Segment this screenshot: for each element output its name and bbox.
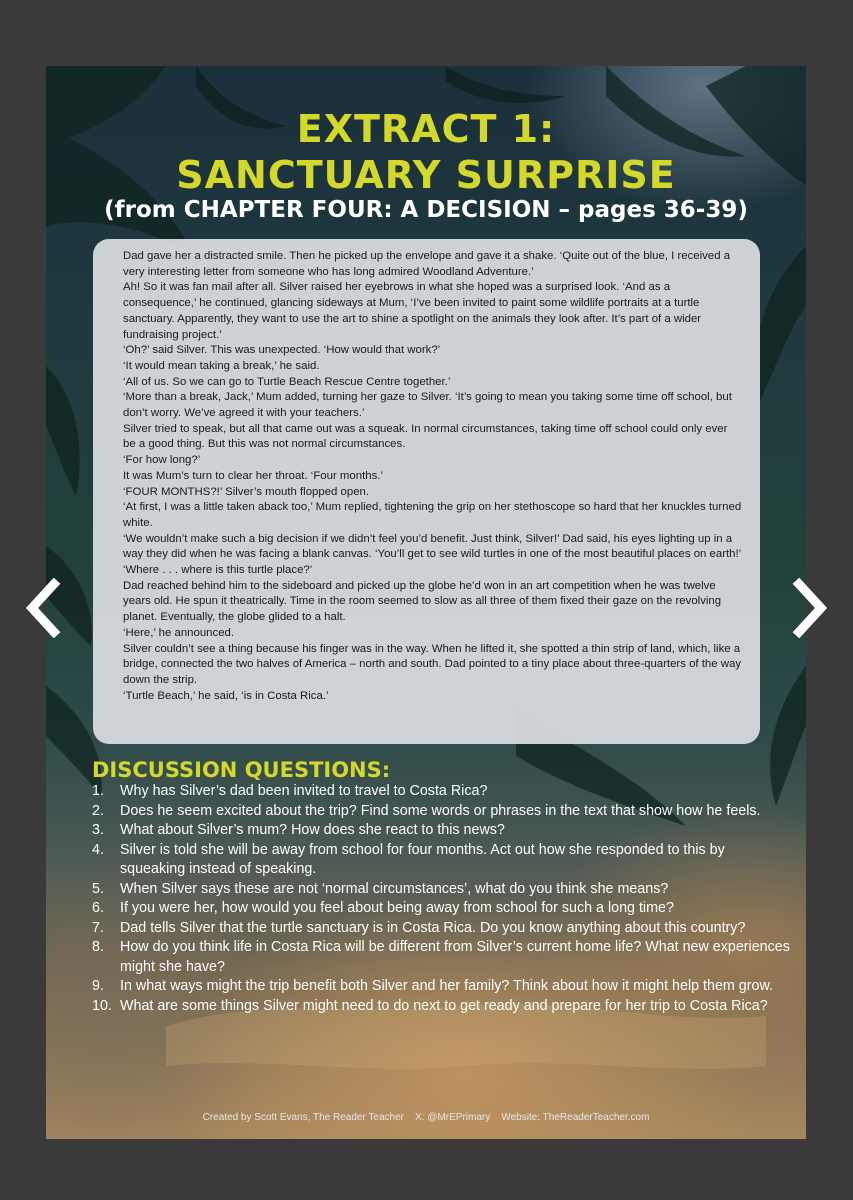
question-text: Silver is told she will be away from school for four months. Act out how she responded to this by squeaking instead of speaking. — [120, 841, 725, 877]
extract-text-box — [93, 239, 760, 744]
question-text: How do you think life in Costa Rica will be different from Silver’s current home life? What new experiences might she have? — [120, 939, 790, 975]
chevron-right-icon[interactable] — [791, 578, 831, 638]
question-number: 4. — [92, 841, 104, 858]
extract-paragraph: Dad gave her a distracted smile. Then he picked up the envelope and gave it a shake. ‘Quite out of the blue, I received a very interesting letter from someone who has long admired Woodland Adventure.’ — [123, 250, 731, 278]
extract-paragraph: ‘Here,’ he announced. — [123, 626, 235, 639]
extract-paragraph: ‘FOUR MONTHS?!’ Silver’s mouth flopped open. — [123, 485, 370, 498]
chevron-left-icon[interactable] — [22, 578, 62, 638]
question-text: Dad tells Silver that the turtle sanctuary is in Costa Rica. Do you know anything about this country? — [120, 919, 746, 936]
question-text: Why has Silver’s dad been invited to travel to Costa Rica? — [120, 783, 488, 799]
question-item — [92, 977, 792, 997]
question-item — [92, 841, 792, 880]
question-number: 8. — [92, 939, 104, 955]
extract-paragraph: ‘It would mean taking a break,’ he said. — [123, 359, 320, 372]
discussion-questions-heading: DISCUSSION QUESTIONS: — [92, 758, 391, 782]
question-item — [92, 919, 792, 939]
extract-paragraph: Silver couldn’t see a thing because his finger was in the way. When he lifted it, she spotted a thin strip of land, which, like a bridge, connected the two halves of America – north and south. Dad pointed to a tiny place about three-quarters of the way down the strip. — [123, 642, 742, 686]
extract-paragraph: Silver tried to speak, but all that came out was a squeak. In normal circumstances, taking time off school could only ever be a good thing. But this was not normal circumstances. — [123, 422, 728, 451]
question-number: 6. — [92, 900, 104, 916]
extract-paragraph: ‘We wouldn’t make such a big decision if we didn’t feel you’d benefit. Just think, Silver!’ Dad said, his eyes lighting up in a way they did when he was facing a blank canvas. ‘You’ll get to see wild turtles in one of the most beautiful places on earth!’ — [123, 532, 742, 561]
question-text: What are some things Silver might need to do next to get ready and prepare for her trip to Costa Rica? — [120, 997, 768, 1014]
question-number: 1. — [92, 783, 104, 799]
extract-paragraph: It was Mum’s turn to clear her throat. ‘Four months.’ — [123, 469, 383, 482]
extract-paragraph: ‘Turtle Beach,’ he said, ‘is in Costa Rica.’ — [123, 689, 329, 702]
question-number: 10. — [92, 997, 112, 1014]
question-item — [92, 899, 792, 919]
document-page — [46, 66, 806, 1139]
question-number: 7. — [92, 919, 104, 936]
question-text: When Silver says these are not ‘normal circumstances’, what do you think she means? — [120, 880, 669, 897]
credits-footer: Created by Scott Evans, The Reader Teacher X: @MrEPrimary Website: TheReaderTeacher.com — [202, 1112, 650, 1123]
chapter-subtitle: (from CHAPTER FOUR: A DECISION – pages 36-39) — [104, 197, 748, 223]
question-text: In what ways might the trip benefit both Silver and her family? Think about how it might help them grow. — [120, 978, 773, 994]
extract-paragraph: ‘Oh?’ said Silver. This was unexpected. ‘How would that work?’ — [123, 344, 441, 357]
extract-paragraph: Dad reached behind him to the sideboard and picked up the globe he’d won in an art competition when he was twelve years old. He spun it theatrically. Time in the room seemed to slow as all three of them fixed their gaze on the revolving planet. Eventually, the globe glided to a halt. — [123, 579, 722, 624]
question-item — [92, 938, 792, 977]
extract-paragraph: ‘More than a break, Jack,’ Mum added, turning her gaze to Silver. ‘It’s going to mean you taking some time off school, but don’t worry. We’ve agreed it with your teachers.’ — [123, 391, 732, 420]
question-item — [92, 880, 792, 900]
extract-paragraph: Ah! So it was fan mail after all. Silver raised her eyebrows in what she hoped was a surprised look. ‘And as a consequence,’ he continued, glancing sideways at Mum, ‘I’ve been invited to paint some wildlife portraits at a turtle sanctuary. Apparently, they want to use the art to shine a spotlight on the animals they look after. It’s part of a wider fundraising project.’ — [123, 281, 702, 341]
question-number: 5. — [92, 880, 104, 897]
question-item — [92, 821, 792, 841]
extract-paragraph: ‘Where . . . where is this turtle place?’ — [123, 564, 313, 577]
extract-paragraph: ‘At first, I was a little taken aback too,’ Mum replied, tightening the grip on her stethoscope so hard that her knuckles turned white. — [123, 501, 742, 529]
question-text: If you were her, how would you feel about being away from school for such a long time? — [120, 900, 674, 916]
extract-paragraph: ‘For how long?’ — [123, 454, 201, 467]
question-item — [92, 997, 792, 1017]
question-number: 9. — [92, 978, 104, 994]
extract-title-line1: EXTRACT 1: — [296, 107, 556, 151]
question-item — [92, 802, 792, 822]
extract-title-line2: SANCTUARY SURPRISE — [176, 153, 676, 197]
question-item — [92, 782, 792, 802]
question-number: 2. — [92, 802, 104, 819]
question-text: Does he seem excited about the trip? Find some words or phrases in the text that show how he feels. — [120, 802, 761, 819]
discussion-questions-list — [92, 782, 792, 1016]
question-number: 3. — [92, 822, 104, 838]
question-text: What about Silver’s mum? How does she react to this news? — [120, 822, 505, 838]
extract-paragraph: ‘All of us. So we can go to Turtle Beach Rescue Centre together.’ — [123, 375, 451, 388]
